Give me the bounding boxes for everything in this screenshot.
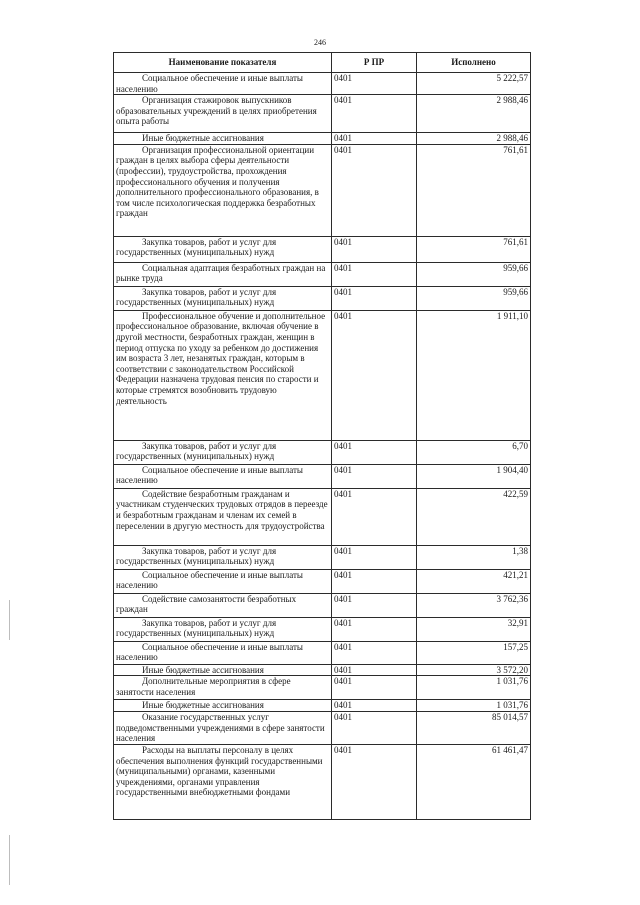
table-row [114, 262, 531, 286]
row-section-code: 0401 [332, 744, 417, 819]
row-executed-amount: 3 762,36 [417, 593, 531, 617]
row-section-code: 0401 [332, 95, 417, 133]
table-row [114, 593, 531, 617]
row-indicator-name: Дополнительные мероприятия в сфере занятости населения [114, 676, 332, 700]
row-executed-amount: 6,70 [417, 440, 531, 464]
row-executed-amount: 2 988,46 [417, 133, 531, 145]
row-executed-amount: 422,59 [417, 488, 531, 545]
row-executed-amount: 959,66 [417, 262, 531, 286]
row-section-code: 0401 [332, 286, 417, 310]
column-header-section-code: Р ПР [332, 53, 417, 73]
row-section-code: 0401 [332, 641, 417, 664]
row-indicator-name: Организация профессиональной ориентации граждан в целях выбора сферы деятельности (профессии), трудоустройства, прохождения профессионального обучения и получения дополнительного профессионального образования, в том числе психологическая поддержка безработных граждан [114, 144, 332, 236]
row-indicator-name: Иные бюджетные ассигнования [114, 664, 332, 676]
row-executed-amount: 32,91 [417, 617, 531, 641]
row-section-code: 0401 [332, 700, 417, 712]
row-indicator-name: Социальное обеспечение и иные выплаты населению [114, 569, 332, 593]
table-row [114, 95, 531, 133]
table-row [114, 569, 531, 593]
row-executed-amount: 1 031,76 [417, 700, 531, 712]
row-executed-amount: 1 911,10 [417, 310, 531, 440]
row-executed-amount: 2 988,46 [417, 95, 531, 133]
column-header-executed: Исполнено [417, 53, 531, 73]
row-executed-amount: 1 031,76 [417, 676, 531, 700]
table-row [114, 664, 531, 676]
row-section-code: 0401 [332, 144, 417, 236]
table-row [114, 744, 531, 819]
row-section-code: 0401 [332, 236, 417, 262]
column-header-indicator-name: Наименование показателя [114, 53, 332, 73]
row-executed-amount: 1,38 [417, 545, 531, 569]
table-row [114, 545, 531, 569]
budget-execution-table [113, 52, 531, 820]
table-row [114, 617, 531, 641]
table-row [114, 641, 531, 664]
row-indicator-name: Социальное обеспечение и иные выплаты населению [114, 73, 332, 95]
row-section-code: 0401 [332, 262, 417, 286]
row-indicator-name: Закупка товаров, работ и услуг для государственных (муниципальных) нужд [114, 236, 332, 262]
row-indicator-name: Закупка товаров, работ и услуг для государственных (муниципальных) нужд [114, 545, 332, 569]
row-indicator-name: Содействие безработным гражданам и участникам студенческих трудовых отрядов в переезде и безработным гражданам и членам их семей в переселении в другую местность для трудоустройства [114, 488, 332, 545]
row-section-code: 0401 [332, 664, 417, 676]
row-section-code: 0401 [332, 593, 417, 617]
table-row [114, 700, 531, 712]
row-section-code: 0401 [332, 569, 417, 593]
row-indicator-name: Организация стажировок выпускников образовательных учреждений в целях приобретения опыта работы [114, 95, 332, 133]
row-section-code: 0401 [332, 133, 417, 145]
row-indicator-name: Закупка товаров, работ и услуг для государственных (муниципальных) нужд [114, 440, 332, 464]
table-row [114, 144, 531, 236]
row-section-code: 0401 [332, 617, 417, 641]
row-indicator-name: Социальное обеспечение и иные выплаты населению [114, 464, 332, 488]
row-indicator-name: Иные бюджетные ассигнования [114, 133, 332, 145]
table-row [114, 440, 531, 464]
table-row [114, 133, 531, 145]
row-indicator-name: Профессиональное обучение и дополнительное профессиональное образование, включая обучение в другой местности, безработных граждан, женщин в период отпуска по уходу за ребенком до достижения им возраста 3 лет, незанятых граждан, которым в соответствии с законодательством Российской Федерации назначена трудовая пенсия по старости и которые стремятся возобновить трудовую деятельность [114, 310, 332, 440]
row-executed-amount: 421,21 [417, 569, 531, 593]
row-executed-amount: 157,25 [417, 641, 531, 664]
row-executed-amount: 959,66 [417, 286, 531, 310]
row-indicator-name: Расходы на выплаты персоналу в целях обеспечения выполнения функций государственными (муниципальными) органами, казенными учреждениями, органами управления государственными внебюджетными фондами [114, 744, 332, 819]
row-indicator-name: Содействие самозанятости безработных граждан [114, 593, 332, 617]
table-row [114, 73, 531, 95]
row-indicator-name: Закупка товаров, работ и услуг для государственных (муниципальных) нужд [114, 617, 332, 641]
table-body [114, 73, 531, 820]
table-row [114, 711, 531, 744]
table-row [114, 286, 531, 310]
row-executed-amount: 761,61 [417, 236, 531, 262]
row-section-code: 0401 [332, 464, 417, 488]
row-indicator-name: Социальное обеспечение и иные выплаты населению [114, 641, 332, 664]
row-indicator-name: Оказание государственных услуг подведомственными учреждениями в сфере занятости населения [114, 711, 332, 744]
row-section-code: 0401 [332, 676, 417, 700]
row-section-code: 0401 [332, 488, 417, 545]
row-indicator-name: Закупка товаров, работ и услуг для государственных (муниципальных) нужд [114, 286, 332, 310]
table-header-row [114, 53, 531, 73]
row-executed-amount: 1 904,40 [417, 464, 531, 488]
row-indicator-name: Иные бюджетные ассигнования [114, 700, 332, 712]
row-section-code: 0401 [332, 310, 417, 440]
row-executed-amount: 61 461,47 [417, 744, 531, 819]
margin-scan-mark-bottom [9, 835, 10, 885]
row-executed-amount: 5 222,57 [417, 73, 531, 95]
row-indicator-name: Социальная адаптация безработных граждан на рынке труда [114, 262, 332, 286]
row-section-code: 0401 [332, 545, 417, 569]
table-row [114, 488, 531, 545]
page-number: 246 [314, 38, 326, 47]
row-executed-amount: 85 014,57 [417, 711, 531, 744]
row-executed-amount: 761,61 [417, 144, 531, 236]
table-row [114, 236, 531, 262]
row-section-code: 0401 [332, 440, 417, 464]
table-row [114, 464, 531, 488]
row-section-code: 0401 [332, 711, 417, 744]
table-row [114, 676, 531, 700]
margin-scan-mark-top [9, 600, 10, 640]
table-row [114, 310, 531, 440]
row-executed-amount: 3 572,20 [417, 664, 531, 676]
row-section-code: 0401 [332, 73, 417, 95]
